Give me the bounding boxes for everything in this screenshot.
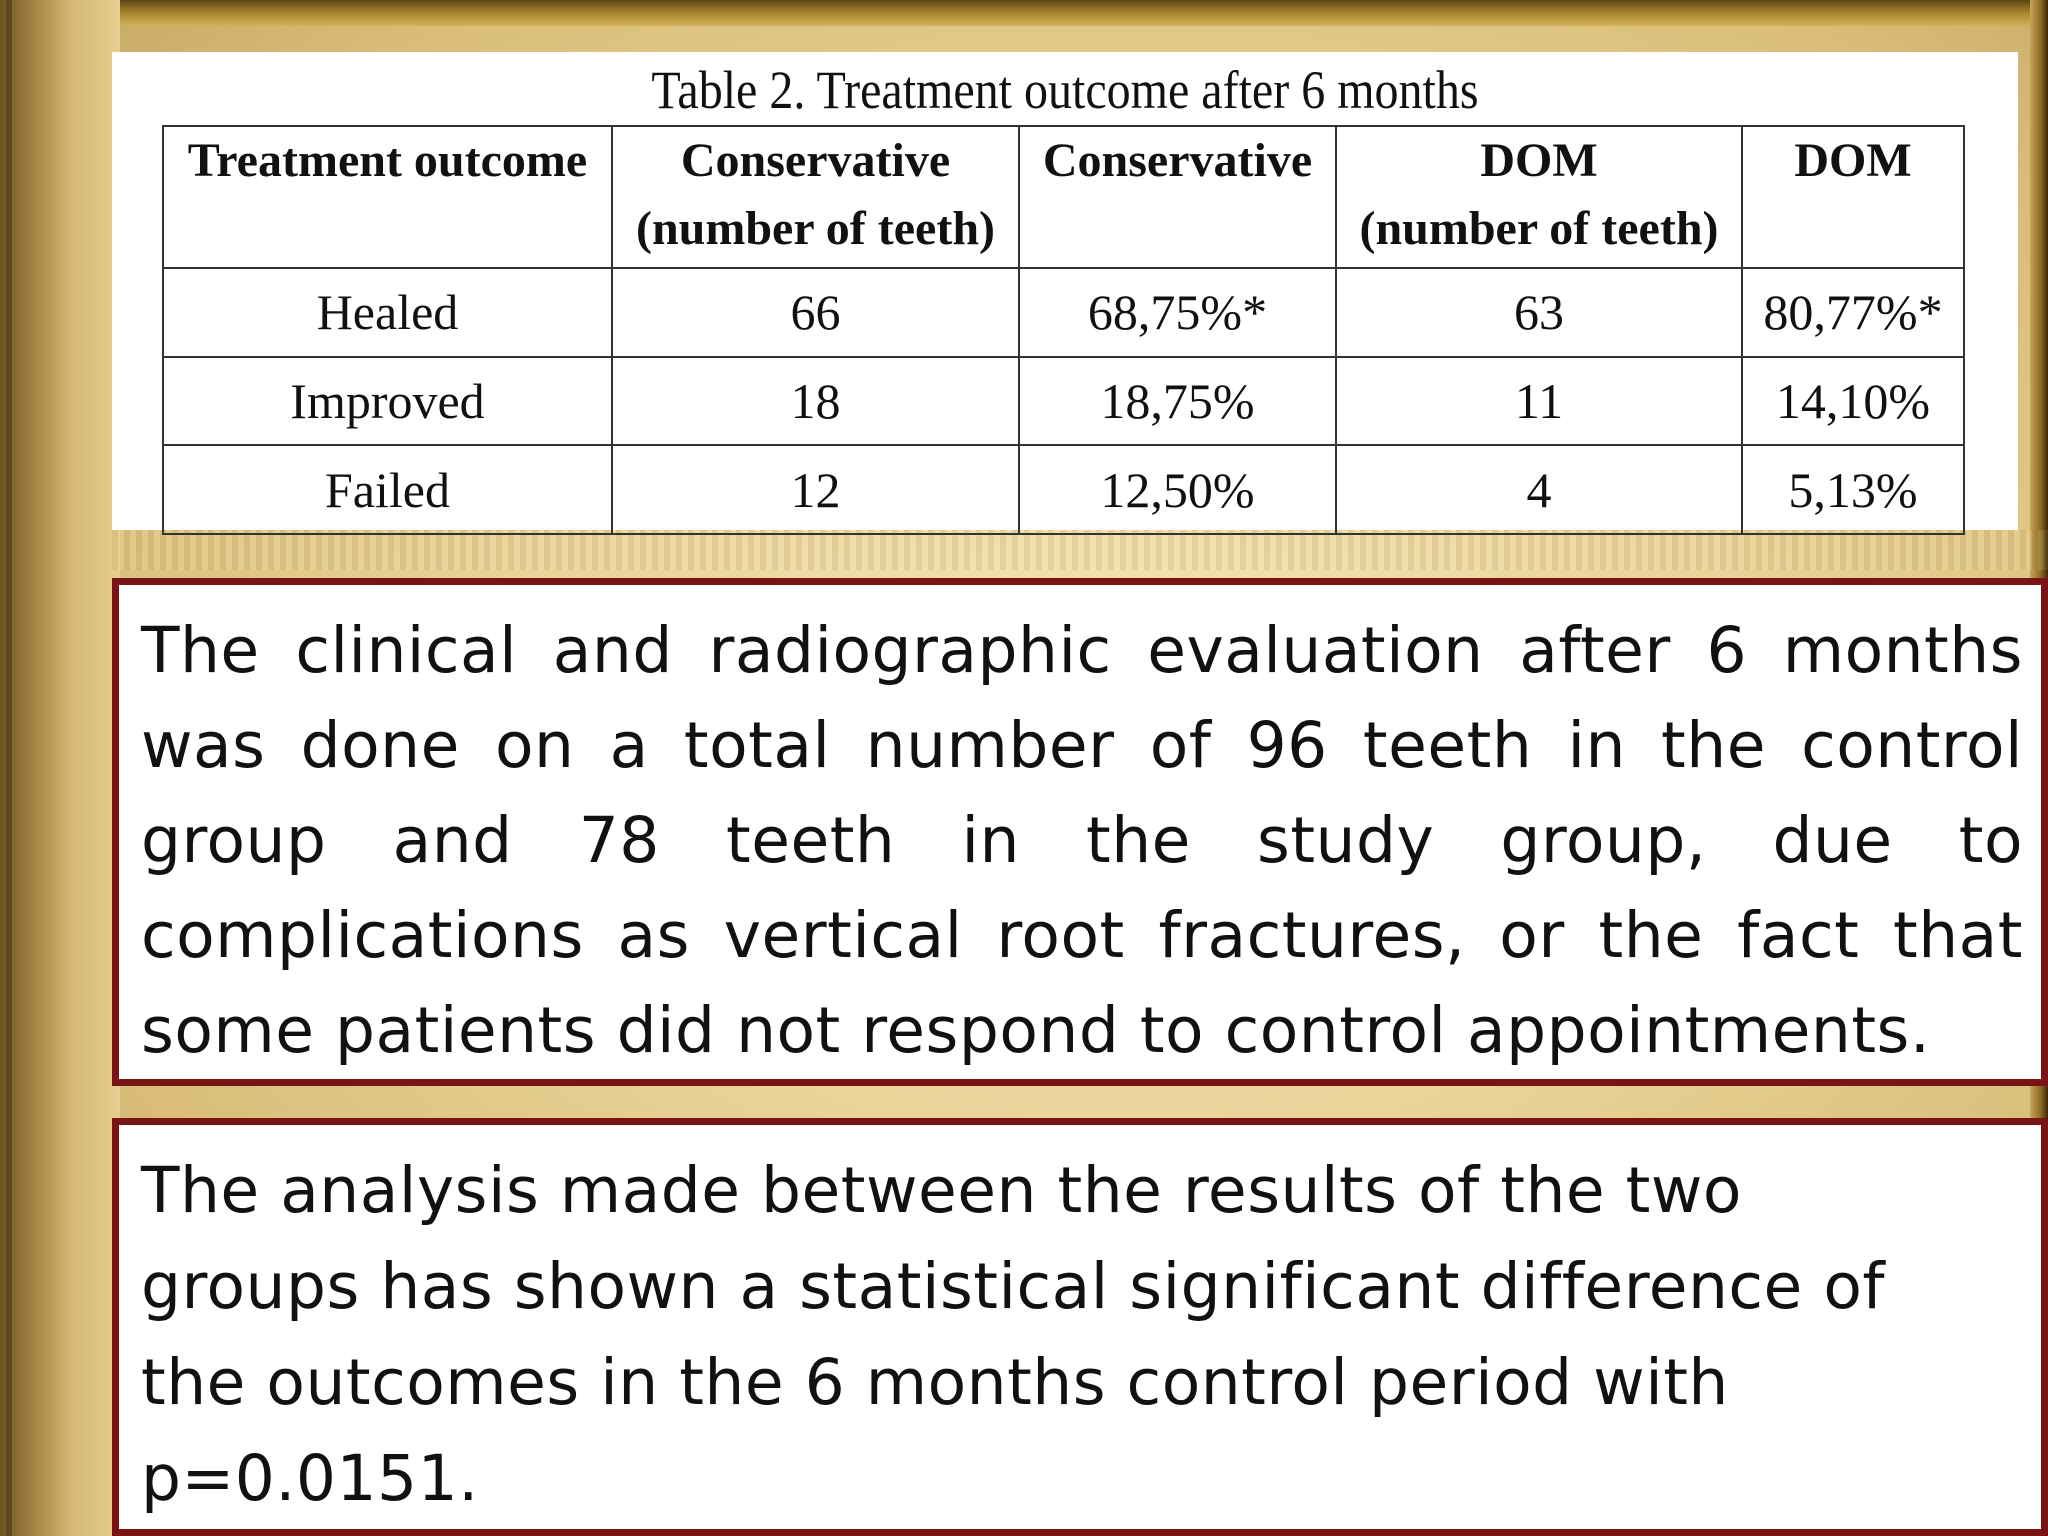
table-cell: Failed [163,445,612,534]
table-cell: 12 [612,445,1019,534]
table-cell: 18,75% [1019,357,1336,446]
table-cell: 5,13% [1742,445,1964,534]
header-conservative-percent: Conservative [1019,126,1336,268]
text-line: was done on a total number of 96 teeth in the control [141,709,2023,782]
text-line: the outcomes in the 6 months control period with [141,1346,1729,1419]
text-line: p=0.0151. [141,1442,479,1515]
table-caption: Table 2. Treatment outcome after 6 months [651,61,1479,121]
text-line: groups has shown a statistical significant difference of [141,1250,1886,1323]
treatment-outcome-table [162,125,1965,535]
header-conservative-count: Conservative (number of teeth) [612,126,1019,268]
table-cell: 14,10% [1742,357,1964,446]
text-line: some patients did not respond to control appointments. [141,994,1931,1067]
table-row [163,268,1964,357]
table-cell: 18 [612,357,1019,446]
book-edge-top [120,0,2048,26]
text-line: The clinical and radiographic evaluation after 6 months [141,614,2023,687]
analysis-text-box [112,1118,2048,1536]
table-cell: 63 [1336,268,1742,357]
table-cell: Healed [163,268,612,357]
table-cell: 68,75%* [1019,268,1336,357]
table-row [163,357,1964,446]
text-line: complications as vertical root fractures, or the fact that [141,899,2023,972]
table-row [163,445,1964,534]
page-texture [112,530,2048,570]
book-binding-left [0,0,120,1536]
text-line: group and 78 teeth in the study group, due to [141,804,2023,877]
table-cell: 4 [1336,445,1742,534]
evaluation-text-box [112,578,2048,1086]
table-cell: 80,77%* [1742,268,1964,357]
header-dom-count: DOM (number of teeth) [1336,126,1742,268]
table-cell: Improved [163,357,612,446]
header-treatment-outcome: Treatment outcome [163,126,612,268]
text-line: The analysis made between the results of the two [141,1154,1742,1227]
table-header-row [163,126,1964,268]
table-cell: 66 [612,268,1019,357]
header-dom-percent: DOM [1742,126,1964,268]
table-cell: 12,50% [1019,445,1336,534]
table-panel [112,52,2018,530]
table-cell: 11 [1336,357,1742,446]
